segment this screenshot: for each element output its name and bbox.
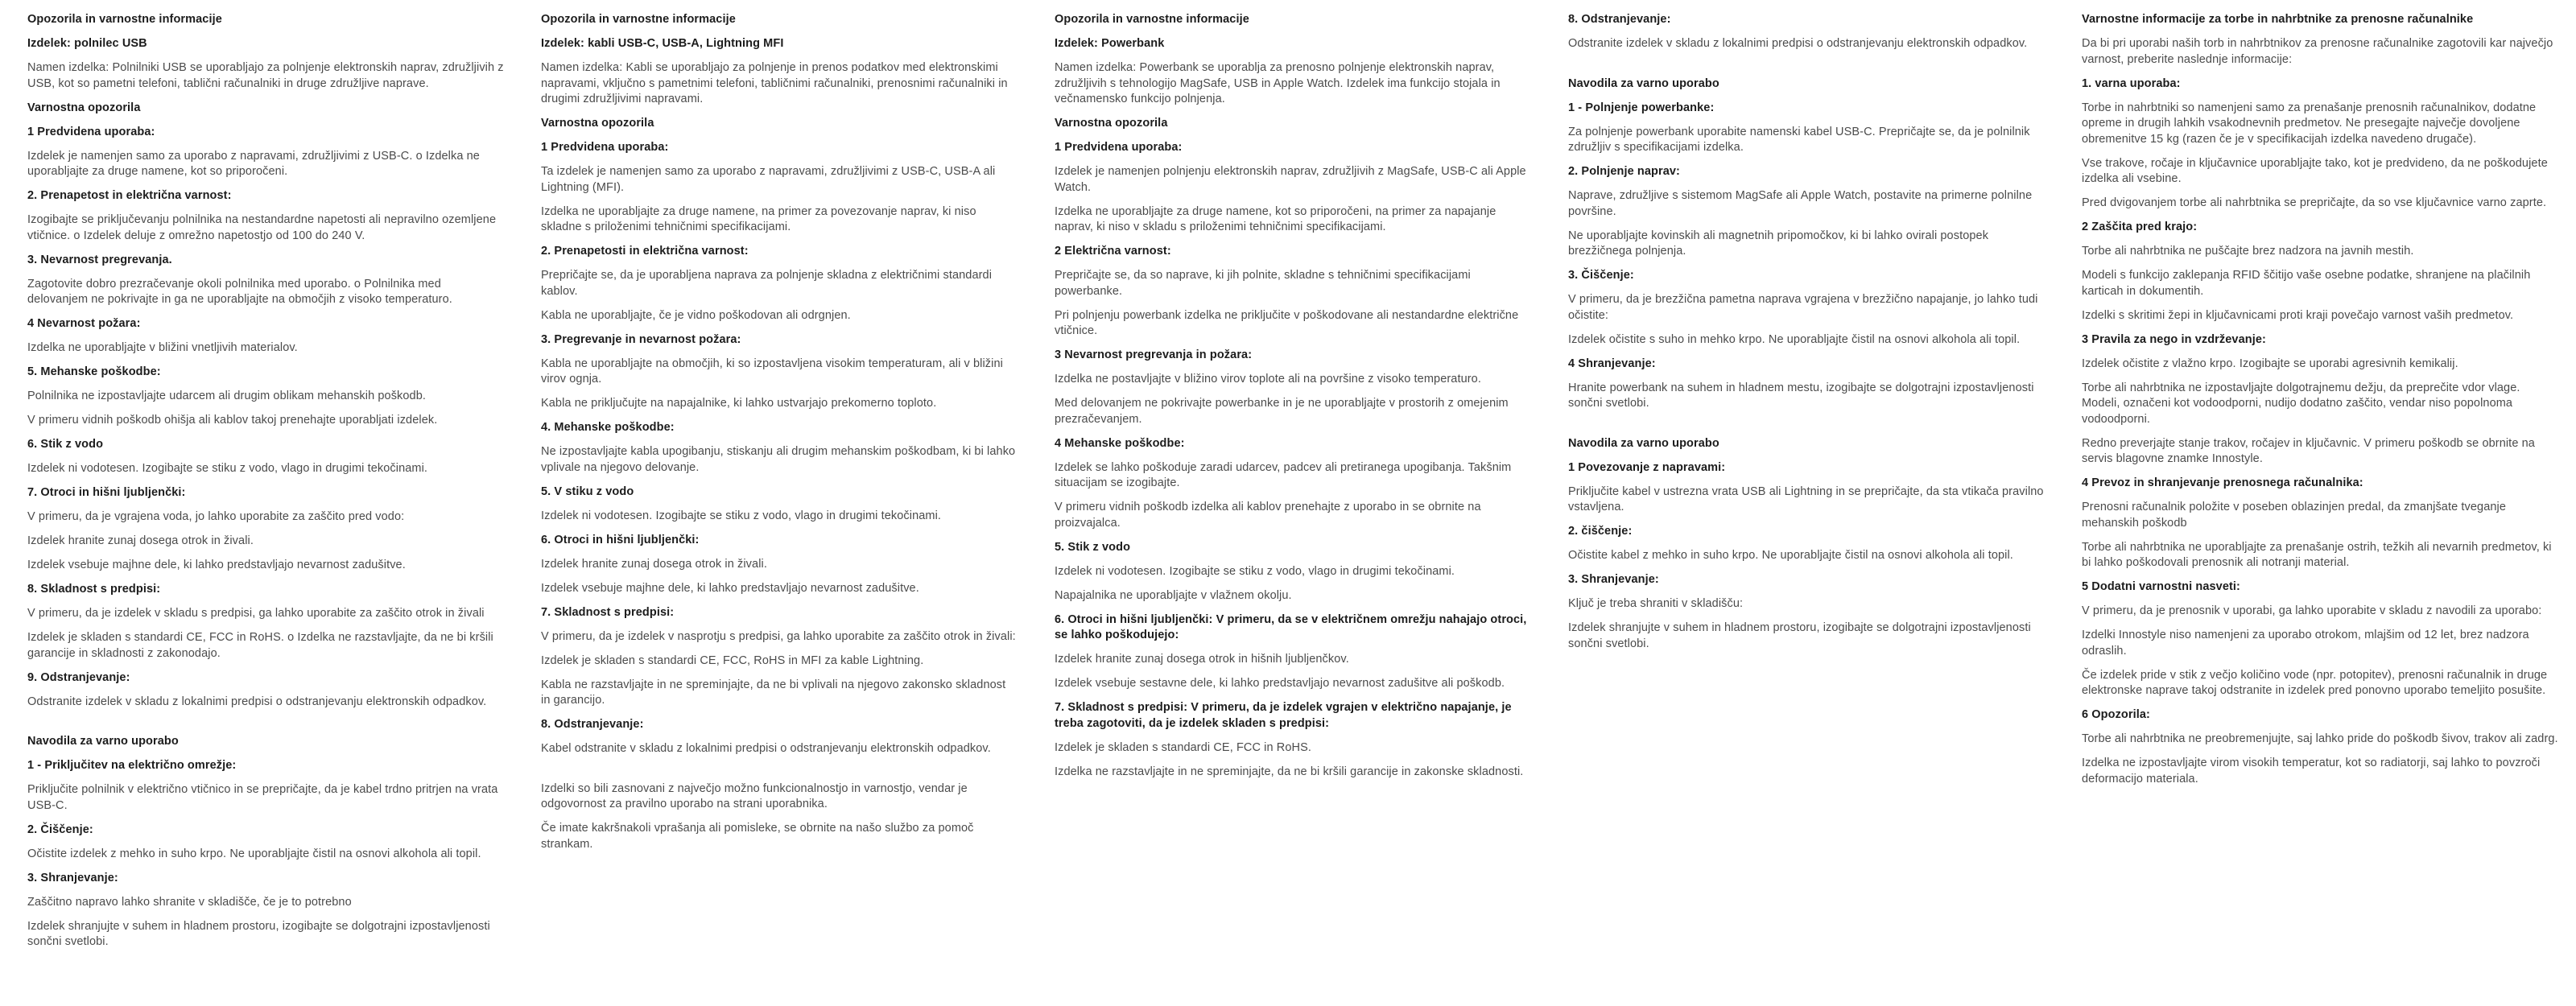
paragraph: Zaščitno napravo lahko shranite v skladišče, če je to potrebno bbox=[27, 895, 352, 909]
paragraph: Izdelek je namenjen samo za uporabo z napravami, združljivimi z USB-C. o Izdelka ne uporabljajte za druge namene, kot so priporočeni. bbox=[27, 149, 480, 178]
paragraph: Izdelka ne postavljajte v bližino virov toplote ali na površine z visoko temperaturo. bbox=[1055, 373, 1481, 385]
section-heading: 2. Čiščenje: bbox=[27, 823, 93, 836]
paragraph: Zagotovite dobro prezračevanje okoli polnilnika med uporabo. o Polnilnika med delovanjem ne pokrivajte in ga ne uporabljajte na območjih z visoko temperaturo. bbox=[27, 277, 452, 306]
paragraph: Kabla ne razstavljajte in ne spreminjajte, da ne bi vplivali na njegovo zakonsko skladnost in garancijo. bbox=[541, 678, 1006, 707]
section-heading: 4. Mehanske poškodbe: bbox=[541, 421, 675, 434]
paragraph: Izdelek ni vodotesen. Izogibajte se stiku z vodo, vlago in drugimi tekočinami. bbox=[27, 462, 428, 475]
section-heading: 1 Povezovanje z napravami: bbox=[1568, 460, 1726, 474]
paragraph: Če imate kakršnakoli vprašanja ali pomisleke, se obrnite na našo službo za pomoč strankam. bbox=[541, 822, 974, 851]
section-heading: 8. Odstranjevanje: bbox=[541, 718, 644, 731]
paragraph: Priključite polnilnik v električno vtičnico in se prepričajte, da je kabel trdno pritrjen na vrata USB-C. bbox=[27, 783, 498, 812]
paragraph: Ne uporabljajte kovinskih ali magnetnih pripomočkov, ki bi lahko ovirali postopek brezžičnega polnjenja. bbox=[1568, 229, 1989, 258]
paragraph: Izdelka ne izpostavljajte virom visokih temperatur, kot so radiatorji, saj lahko to povzroči deformacijo materiala. bbox=[2082, 757, 2541, 785]
paragraph: Namen izdelka: Polnilniki USB se uporabljajo za polnjenje elektronskih naprav, združljivih z USB, kot so pametni telefoni, tablični računalniki in druge združljive naprave. bbox=[27, 61, 504, 90]
section-heading: Navodila za varno uporabo bbox=[1568, 436, 1719, 450]
section-heading: 6. Stik z vodo bbox=[27, 438, 104, 451]
paragraph: Izdelek ni vodotesen. Izogibajte se stiku z vodo, vlago in drugimi tekočinami. bbox=[541, 509, 942, 522]
paragraph: Očistite kabel z mehko in suho krpo. Ne uporabljajte čistil na osnovi alkohola ali topil. bbox=[1568, 549, 2013, 562]
paragraph: Kabla ne uporabljajte, če je vidno poškodovan ali odrgnjen. bbox=[541, 308, 851, 322]
paragraph: Izdelek hranite zunaj dosega otrok in živali. bbox=[27, 534, 254, 547]
paragraph: Izogibajte se priključevanju polnilnika na nestandardne napetosti ali nepravilno ozemljene vtičnice. o Izdelek deluje z omrežno napetostjo od 100 do 240 V. bbox=[27, 213, 497, 242]
section-heading: Varnostna opozorila bbox=[27, 101, 141, 114]
section-heading: Varnostna opozorila bbox=[541, 117, 654, 130]
section-heading: 7. Otroci in hišni ljubljenčki: bbox=[27, 486, 186, 499]
paragraph: Odstranite izdelek v skladu z lokalnimi predpisi o odstranjevanju elektronskih odpadkov. bbox=[27, 695, 487, 708]
paragraph: Redno preverjajte stanje trakov, ročajev in ključavnic. V primeru poškodb se obrnite na servis blagovne znamke Innostyle. bbox=[2082, 436, 2535, 465]
column-cables-safety bbox=[541, 12, 1018, 1006]
paragraph: Izdelek ni vodotesen. Izogibajte se stiku z vodo, vlago in drugimi tekočinami. bbox=[1055, 564, 1455, 578]
section-heading: 1 - Polnjenje powerbanke: bbox=[1568, 101, 1715, 114]
section-heading: 8. Skladnost s predpisi: bbox=[27, 583, 161, 596]
paragraph: V primeru, da je izdelek v nasprotju s predpisi, ga lahko uporabite za zaščito otrok in živali: bbox=[541, 629, 1016, 643]
paragraph: Izdelek hranite zunaj dosega otrok in hišnih ljubljenčkov. bbox=[1055, 653, 1349, 666]
section-heading: Opozorila in varnostne informacije bbox=[541, 13, 736, 26]
paragraph: Izdelka ne uporabljajte za druge namene, na primer za povezovanje naprav, ki niso skladne s priloženimi tehničnimi specifikacijami. bbox=[541, 204, 976, 233]
paragraph: Izdelek vsebuje sestavne dele, ki lahko predstavljajo nevarnost zadušitve ali poškodb. bbox=[1055, 677, 1505, 690]
paragraph: Izdelka ne uporabljajte za druge namene, kot so priporočeni, na primer za napajanje naprav, ki niso v skladu s priloženimi tehničnimi specifikacijami. bbox=[1055, 204, 1496, 233]
paragraph: V primeru vidnih poškodb ohišja ali kablov takoj prenehajte uporabljati izdelek. bbox=[27, 414, 438, 427]
paragraph: Izdelek shranjujte v suhem in hladnem prostoru, izogibajte se dolgotrajni izpostavljenosti sončni svetlobi. bbox=[27, 919, 490, 948]
paragraph: Torbe in nahrbtniki so namenjeni samo za prenašanje prenosnih računalnikov, dodatne opreme in drugih lahkih vsakodnevnih predmetov. Ne presegajte največje dovoljene obremenitve 15 kg (razen če je v specifikacijah izdelka navedeno drugače). bbox=[2082, 101, 2537, 146]
section-heading: 7. Skladnost s predpisi: V primeru, da je izdelek vgrajen v električno napajanje, je treba zagotoviti, da je izdelek skladen s predpisi: bbox=[1055, 701, 1512, 730]
section-heading: 8. Odstranjevanje: bbox=[1568, 13, 1671, 26]
section-heading: 4 Nevarnost požara: bbox=[27, 317, 141, 330]
paragraph: Kabla ne priključujte na napajalnike, ki lahko ustvarjajo prekomerno toploto. bbox=[541, 397, 937, 410]
section-heading: 5. Mehanske poškodbe: bbox=[27, 365, 161, 378]
section-heading: 5. V stiku z vodo bbox=[541, 484, 634, 498]
paragraph: Da bi pri uporabi naših torb in nahrbtnikov za prenosne računalnike zagotovili kar največjo varnost, preberite naslednje informacije: bbox=[2082, 37, 2553, 66]
section-heading: 2 Zaščita pred krajo: bbox=[2082, 221, 2198, 233]
paragraph: Izdelek vsebuje majhne dele, ki lahko predstavljajo nevarnost zadušitve. bbox=[541, 581, 919, 595]
paragraph: Pri polnjenju powerbank izdelka ne priključite v poškodovane ali nestandardne električne vtičnice. bbox=[1055, 308, 1519, 337]
section-heading: 3. Pregrevanje in nevarnost požara: bbox=[541, 332, 741, 346]
paragraph: Izdelek se lahko poškoduje zaradi udarcev, padcev ali pretiranega upogibanja. Takšnim situacijam se izogibajte. bbox=[1055, 460, 1512, 489]
paragraph: V primeru, da je izdelek v skladu s predpisi, ga lahko uporabite za zaščito otrok in živali bbox=[27, 607, 485, 620]
paragraph: Priključite kabel v ustrezna vrata USB ali Lightning in se prepričajte, da sta vtikača pravilno vstavljena. bbox=[1568, 484, 2044, 513]
section-heading: 4 Prevoz in shranjevanje prenosnega računalnika: bbox=[2082, 476, 2363, 489]
section-heading: Varnostna opozorila bbox=[1055, 117, 1168, 130]
section-heading: 1 Predvidena uporaba: bbox=[541, 141, 669, 154]
paragraph: Odstranite izdelek v skladu z lokalnimi predpisi o odstranjevanju elektronskih odpadkov. bbox=[1568, 37, 2028, 50]
section-heading: 6. Otroci in hišni ljubljenčki: V primeru, da se v električnem omrežju nahajajo otroci, se lahko poškodujejo: bbox=[1055, 612, 1527, 641]
paragraph: Polnilnika ne izpostavljajte udarcem ali drugim oblikam mehanskih poškodb. bbox=[27, 390, 427, 402]
paragraph: Ključ je treba shraniti v skladišču: bbox=[1568, 597, 1744, 610]
paragraph: Ta izdelek je namenjen samo za uporabo z napravami, združljivimi z USB-C, USB-A ali Lightning (MFI). bbox=[541, 165, 996, 194]
section-heading: 3. Nevarnost pregrevanja. bbox=[27, 253, 172, 266]
paragraph: Izdelka ne uporabljajte v bližini vnetljivih materialov. bbox=[27, 341, 298, 354]
paragraph: Izdelek očistite s suho in mehko krpo. Ne uporabljajte čistil na osnovi alkohola ali topil. bbox=[1568, 332, 2021, 346]
paragraph: V primeru vidnih poškodb izdelka ali kablov prenehajte z uporabo in se obrnite na proizvajalca. bbox=[1055, 501, 1481, 530]
column-powerbank-usage bbox=[1568, 12, 2045, 1006]
section-heading: Izdelek: kabli USB-C, USB-A, Lightning MFI bbox=[541, 37, 784, 50]
section-heading: 3. Čiščenje: bbox=[1568, 269, 1634, 282]
section-heading: 1. varna uporaba: bbox=[2082, 76, 2181, 90]
paragraph: V primeru, da je prenosnik v uporabi, ga lahko uporabite v skladu z navodili za uporabo: bbox=[2082, 604, 2542, 617]
section-heading: Izdelek: polnilec USB bbox=[27, 37, 147, 50]
paragraph: Izdelek je skladen s standardi CE, FCC, RoHS in MFI za kable Lightning. bbox=[541, 653, 924, 667]
paragraph: Izdelek je skladen s standardi CE, FCC in RoHS. o Izdelka ne razstavljajte, da ne bi kršili garancije in skladnosti z zakonodajo. bbox=[27, 631, 493, 660]
paragraph: Ne izpostavljajte kabla upogibanju, stiskanju ali drugim mehanskim poškodbam, ki bi lahko vplivale na njegovo delovanje. bbox=[541, 445, 1016, 474]
paragraph: Izdelek je namenjen polnjenju elektronskih naprav, združljivih z MagSafe, USB-C ali Apple Watch. bbox=[1055, 165, 1526, 194]
paragraph: Kabla ne uporabljajte na območjih, ki so izpostavljena visokim temperaturam, ali v bližini virov ognja. bbox=[541, 357, 1003, 385]
section-heading: 5 Dodatni varnostni nasveti: bbox=[2082, 580, 2240, 593]
paragraph: V primeru, da je brezžična pametna naprava vgrajena v brezžično napajanje, jo lahko tudi očistite: bbox=[1568, 293, 2038, 322]
paragraph: Hranite powerbank na suhem in hladnem mestu, izogibajte se dolgotrajni izpostavljenosti sončni svetlobi. bbox=[1568, 381, 2034, 410]
paragraph: Torbe ali nahrbtnika ne izpostavljajte dolgotrajnemu dežju, da preprečite vdor vlage. Modeli, označeni kot vodoodporni, nudijo dodatno zaščito, vendar niso popolnoma vodoodporni. bbox=[2082, 381, 2520, 426]
paragraph: Modeli s funkcijo zaklepanja RFID ščitijo vaše osebne podatke, shranjene na plačilnih karticah in dokumentih. bbox=[2082, 269, 2531, 298]
section-heading: Navodila za varno uporabo bbox=[1568, 76, 1719, 90]
section-heading: Izdelek: Powerbank bbox=[1055, 37, 1165, 50]
column-powerbank-safety bbox=[1055, 12, 1531, 1006]
section-heading: Varnostne informacije za torbe in nahrbtnike za prenosne računalnike bbox=[2082, 13, 2474, 26]
paragraph: Izdelek je skladen s standardi CE, FCC in RoHS. bbox=[1055, 740, 1311, 754]
section-heading: 4 Mehanske poškodbe: bbox=[1055, 436, 1185, 450]
paragraph: Izdelki Innostyle niso namenjeni za uporabo otrokom, mlajšim od 12 let, brez nadzora odraslih. bbox=[2082, 629, 2529, 658]
paragraph: Prepričajte se, da so naprave, ki jih polnite, skladne s tehničnimi specifikacijami powerbanke. bbox=[1055, 269, 1471, 298]
paragraph: Vse trakove, ročaje in ključavnice uporabljajte tako, kot je predvideno, da ne poškodujete izdelka ali vsebine. bbox=[2082, 156, 2548, 185]
paragraph: Izdelek hranite zunaj dosega otrok in živali. bbox=[541, 557, 767, 571]
paragraph: Namen izdelka: Kabli se uporabljajo za polnjenje in prenos podatkov med elektronskimi napravami, vključno s pametnimi telefoni, tabličnimi računalniki, prenosnimi računalniki in drugimi združljivimi napravami. bbox=[541, 61, 1008, 105]
section-heading: 5. Stik z vodo bbox=[1055, 540, 1131, 554]
paragraph: Prepričajte se, da je uporabljena naprava za polnjenje skladna z električnimi standardi kablov. bbox=[541, 269, 993, 298]
section-heading: 6 Opozorila: bbox=[2082, 708, 2150, 721]
section-heading: 3 Nevarnost pregrevanja in požara: bbox=[1055, 348, 1253, 361]
section-heading: 7. Skladnost s predpisi: bbox=[541, 605, 675, 619]
paragraph: Če izdelek pride v stik z večjo količino vode (npr. potopitev), prenosni računalnik in druge elektronske naprave takoj odstranite in izdelek pred ponovno uporabo temeljito posušite. bbox=[2082, 668, 2548, 697]
section-heading: 2. Polnjenje naprav: bbox=[1568, 165, 1680, 178]
section-heading: 1 Predvidena uporaba: bbox=[1055, 141, 1183, 154]
paragraph: Med delovanjem ne pokrivajte powerbanke in je ne uporabljajte v prostorih z omejenim prezračevanjem. bbox=[1055, 397, 1509, 426]
paragraph: Naprave, združljive s sistemom MagSafe ali Apple Watch, postavite na primerne polnilne površine. bbox=[1568, 189, 2033, 218]
section-heading: 4 Shranjevanje: bbox=[1568, 357, 1656, 370]
paragraph: Izdelek shranjujte v suhem in hladnem prostoru, izogibajte se dolgotrajni izpostavljenosti sončni svetlobi. bbox=[1568, 621, 2031, 650]
column-laptop-bags-safety bbox=[2082, 12, 2558, 1006]
paragraph: Pred dvigovanjem torbe ali nahrbtnika se prepričajte, da so vse ključavnice varno zaprte. bbox=[2082, 196, 2547, 209]
paragraph: Izdelka ne razstavljajte in ne spreminjajte, da ne bi kršili garancije in zakonske skladnosti. bbox=[1055, 765, 1524, 778]
section-heading: 1 Predvidena uporaba: bbox=[27, 125, 155, 138]
section-heading: 2. čiščenje: bbox=[1568, 525, 1633, 538]
paragraph: Izdelek vsebuje majhne dele, ki lahko predstavljajo nevarnost zadušitve. bbox=[27, 559, 406, 571]
section-heading: 3 Pravila za nego in vzdrževanje: bbox=[2082, 332, 2266, 346]
section-heading: 6. Otroci in hišni ljubljenčki: bbox=[541, 533, 700, 546]
paragraph: Napajalnika ne uporabljajte v vlažnem okolju. bbox=[1055, 588, 1292, 602]
section-heading: Opozorila in varnostne informacije bbox=[27, 13, 222, 26]
paragraph: Namen izdelka: Powerbank se uporablja za prenosno polnjenje elektronskih naprav, združljivih s tehnologijo MagSafe, USB in Apple Watch. Izdelek ima funkcijo stojala in večnamensko funkcijo polnjenja. bbox=[1055, 61, 1501, 105]
paragraph: V primeru, da je vgrajena voda, jo lahko uporabite za zaščito pred vodo: bbox=[27, 510, 405, 523]
paragraph: Prenosni računalnik položite v poseben oblazinjen predal, da zmanjšate tveganje mehanskih poškodb bbox=[2082, 501, 2507, 530]
section-heading: 2 Električna varnost: bbox=[1055, 245, 1171, 258]
paragraph: Kabel odstranite v skladu z lokalnimi predpisi o odstranjevanju elektronskih odpadkov. bbox=[541, 742, 991, 755]
paragraph: Izdelki s skritimi žepi in ključavnicami proti kraji povečajo varnost vaših predmetov. bbox=[2082, 308, 2514, 322]
section-heading: 3. Shranjevanje: bbox=[27, 871, 118, 884]
column-usb-charger-safety bbox=[27, 12, 504, 1006]
section-heading: 2. Prenapetost in električna varnost: bbox=[27, 189, 232, 202]
paragraph: Za polnjenje powerbank uporabite namenski kabel USB-C. Prepričajte se, da je polnilnik združljiv s specifikacijami izdelka. bbox=[1568, 125, 2030, 154]
section-heading: 1 - Priključitev na električno omrežje: bbox=[27, 759, 237, 772]
paragraph: Izdelek očistite z vlažno krpo. Izogibajte se uporabi agresivnih kemikalij. bbox=[2082, 357, 2458, 370]
section-heading: Opozorila in varnostne informacije bbox=[1055, 13, 1249, 26]
paragraph: Torbe ali nahrbtnika ne puščajte brez nadzora na javnih mestih. bbox=[2082, 245, 2414, 258]
paragraph: Očistite izdelek z mehko in suho krpo. Ne uporabljajte čistil na osnovi alkohola ali topil. bbox=[27, 847, 481, 860]
section-heading: Navodila za varno uporabo bbox=[27, 735, 179, 748]
paragraph: Izdelki so bili zasnovani z največjo možno funkcionalnostjo in varnostjo, vendar je odgovornost za pravilno uporabo na strani uporabnika. bbox=[541, 781, 968, 810]
section-heading: 2. Prenapetosti in električna varnost: bbox=[541, 245, 749, 258]
paragraph: Torbe ali nahrbtnika ne preobremenjujte, saj lahko pride do poškodb šivov, trakov ali zadrg. bbox=[2082, 732, 2558, 745]
paragraph: Torbe ali nahrbtnika ne uporabljajte za prenašanje ostrih, težkih ali nevarnih predmetov, ki bi lahko poškodovali prenosnik ali notranji material. bbox=[2082, 540, 2552, 569]
section-heading: 9. Odstranjevanje: bbox=[27, 670, 130, 684]
section-heading: 3. Shranjevanje: bbox=[1568, 573, 1659, 586]
